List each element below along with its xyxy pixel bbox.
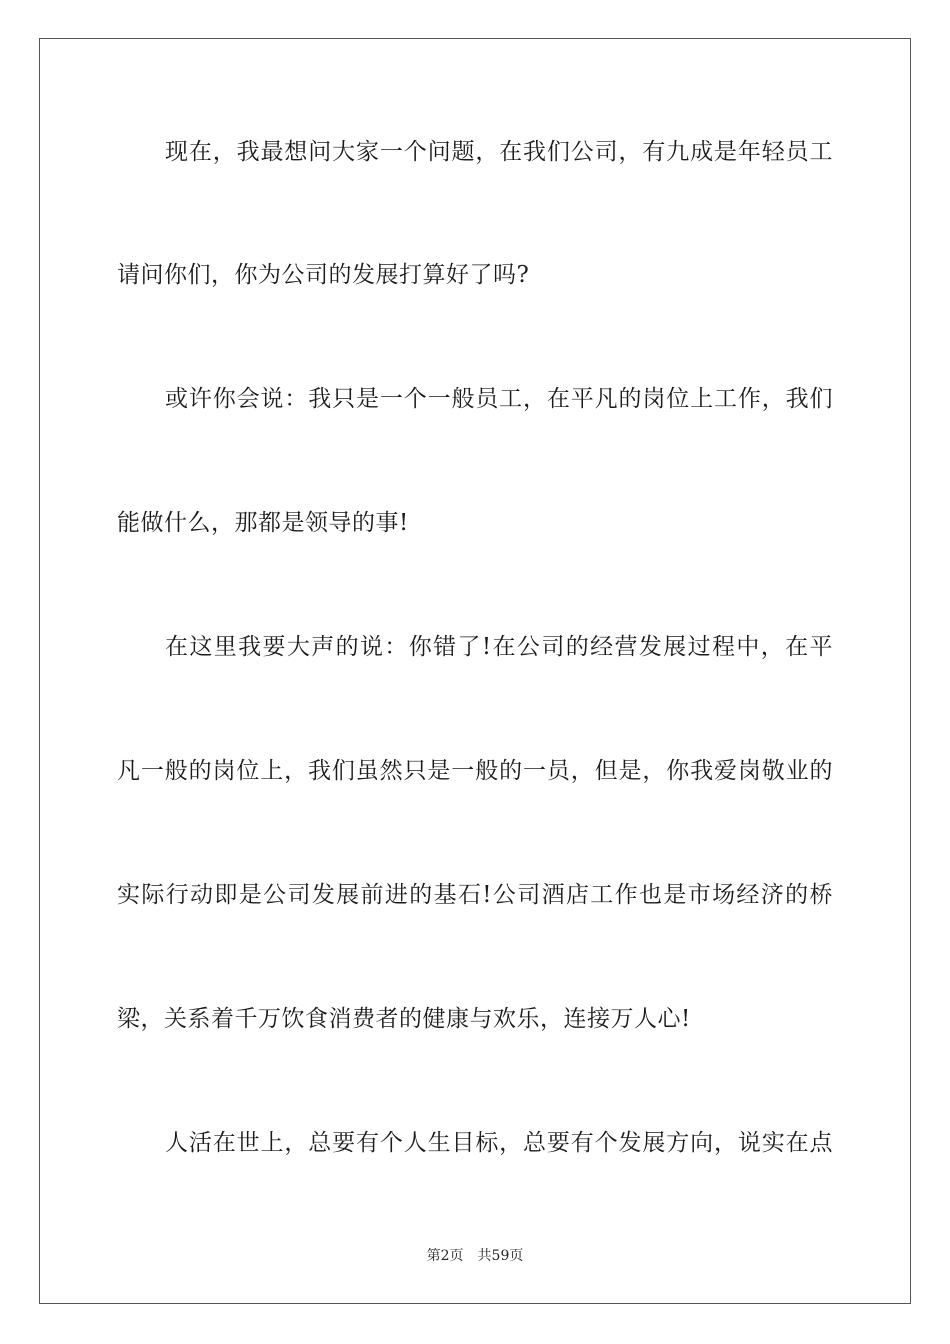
- paragraph-line-5: 在这里我要大声的说：你错了!在公司的经营发展过程中，在平: [165, 634, 833, 660]
- page-border: [39, 38, 911, 1304]
- paragraph-line-1: 现在，我最想问大家一个问题，在我们公司，有九成是年轻员工: [165, 139, 833, 165]
- paragraph-line-6: 凡一般的岗位上，我们虽然只是一般的一员，但是，你我爱岗敬业的: [117, 758, 833, 784]
- paragraph-line-8: 梁，关系着千万饮食消费者的健康与欢乐，连接万人心!: [117, 1006, 691, 1032]
- paragraph-line-2: 请问你们，你为公司的发展打算好了吗?: [117, 262, 530, 288]
- page-total: 共59页: [477, 1248, 524, 1264]
- paragraph-line-7: 实际行动即是公司发展前进的基石!公司酒店工作也是市场经济的桥: [117, 882, 833, 908]
- paragraph-line-9: 人活在世上，总要有个人生目标，总要有个发展方向，说实在点: [165, 1130, 833, 1156]
- paragraph-line-4: 能做什么，那都是领导的事!: [117, 510, 409, 536]
- paragraph-line-3: 或许你会说：我只是一个一般员工，在平凡的岗位上工作，我们: [165, 386, 833, 412]
- page-footer: [0, 1247, 950, 1265]
- page-number: 第2页: [426, 1248, 464, 1264]
